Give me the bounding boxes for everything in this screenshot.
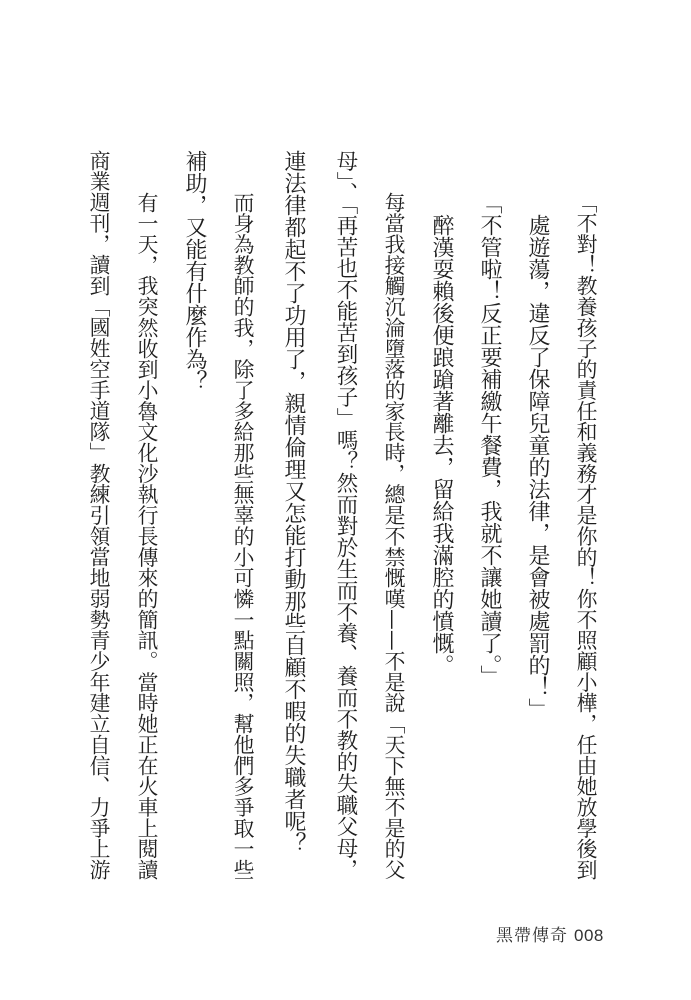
text-column-2: 處遊蕩，違反了保障兒童的法律，是會被處罰的！」 <box>525 214 550 720</box>
text-column-5: 每當我接觸沉淪墮落的家長時，總是不禁慨嘆——不是說「天下無不是的父 <box>381 192 405 881</box>
text-column-4: 醉漢耍賴後便踉蹌著離去，留給我滿腔的憤慨。 <box>429 214 454 676</box>
text-column-7: 連法律都起不了功用了，親情倫理又怎能打動那些自顧不暇的失職者呢？ <box>281 150 306 854</box>
text-column-6: 母」、「再苦也不能苦到孩子」嗎？然而對於生而不養、養而不教的失職父母， <box>333 150 358 880</box>
running-title: 黑帶傳奇 <box>496 926 568 946</box>
text-column-8: 而身為教師的我，除了多給那些無辜的小可憐一點關照，幫他們多爭取一些 <box>230 192 254 881</box>
text-column-10: 有一天，我突然收到小魯文化沙執行長傳來的簡訊。當時她正在火車上閱讀 <box>134 192 158 881</box>
text-column-11: 商業週刊，讀到「國姓空手道隊」教練引領當地弱勢青少年建立自信、力爭上游 <box>86 150 110 881</box>
text-column-9: 補助，又能有什麼作為？ <box>182 150 207 392</box>
text-column-3: 「不管啦！反正要補繳午餐費，我就不讓她讀了。」 <box>477 192 502 687</box>
page-number: 008 <box>574 926 604 945</box>
text-column-1: 「不對！教養孩子的責任和義務才是你的！你不照顧小樺，任由她放學後到 <box>573 192 597 881</box>
page-footer <box>496 921 604 946</box>
